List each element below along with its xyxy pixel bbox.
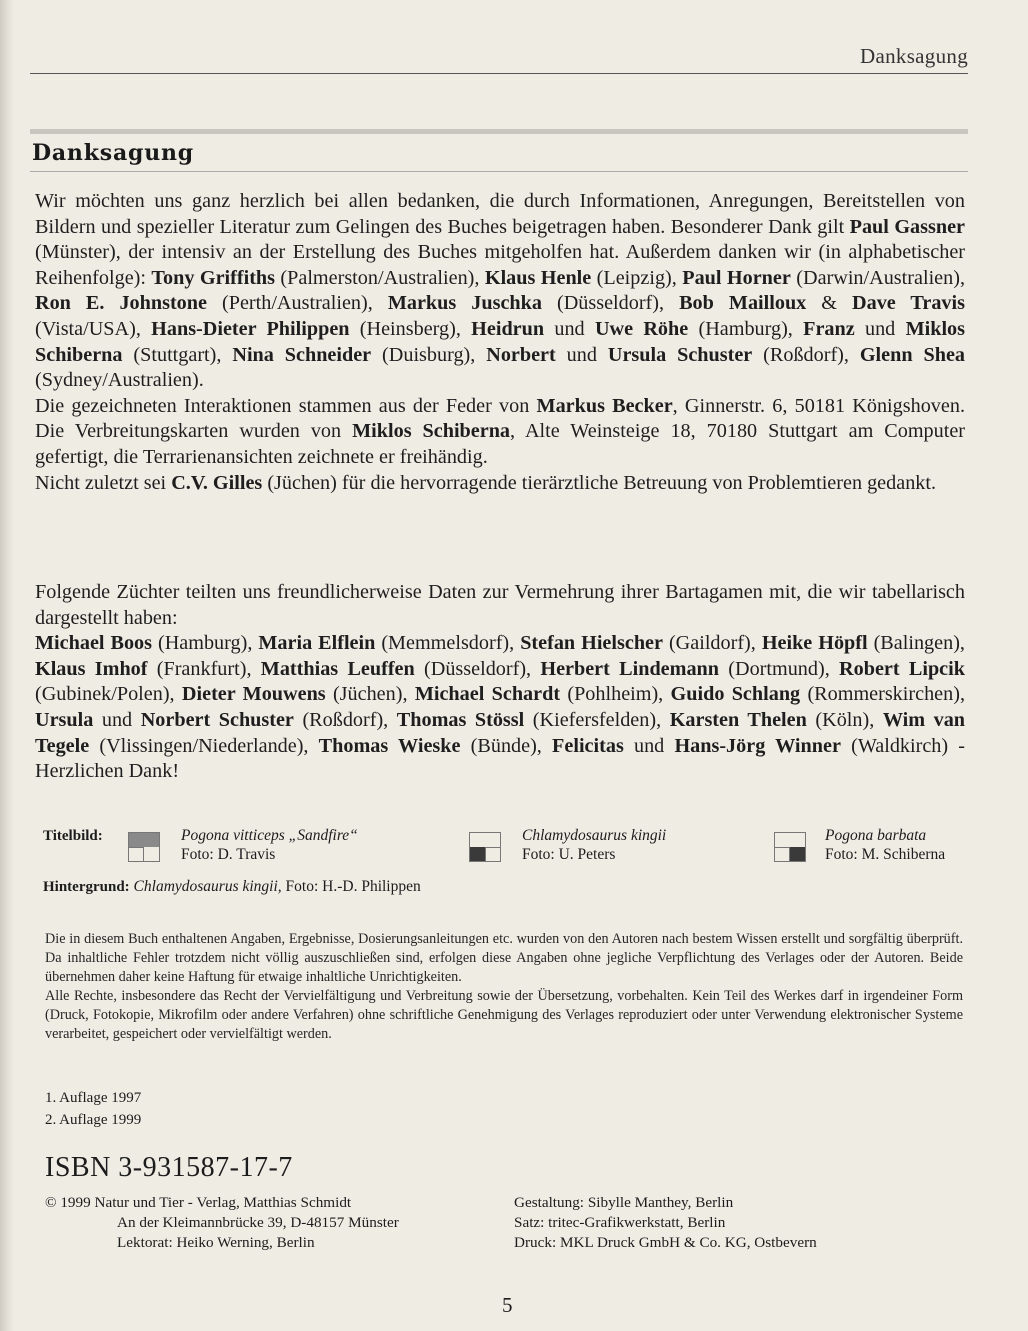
cover-thumb-icon-1 — [128, 832, 160, 862]
person-name: Ursula — [35, 708, 94, 731]
background-photographer: Foto: H.-D. Philippen — [281, 878, 421, 895]
printing-credit: Druck: MKL Druck GmbH & Co. KG, Ostbevern — [514, 1234, 817, 1251]
text-segment: und — [555, 343, 608, 366]
person-name: C.V. Gilles — [171, 471, 263, 494]
text-segment: (Palmerston/Australien), — [275, 266, 485, 289]
text-segment: (Jüchen), — [325, 683, 415, 706]
drawings-paragraph — [35, 394, 965, 471]
copyright-line: © 1999 Natur und Tier - Verlag, Matthias Schmidt — [45, 1194, 352, 1211]
text-segment: (Vlissingen/Niederlande), — [89, 734, 319, 757]
person-name: Klaus Henle — [484, 266, 592, 289]
text-segment: (Dortmund), — [719, 657, 840, 680]
editor-line: Lektorat: Heiko Werning, Berlin — [117, 1234, 315, 1251]
text-segment: & — [806, 292, 853, 315]
person-name: Dieter Mouwens — [181, 683, 326, 706]
text-segment: (Frankfurt), — [147, 657, 261, 680]
text-segment: (Jüchen) für die hervorragende tierärztliche Betreuung von Problemtieren gedankt. — [262, 471, 937, 494]
text-segment: (Roßdorf), — [752, 343, 860, 366]
header-rule — [30, 73, 968, 74]
text-segment: (Sydney/Australien). — [35, 369, 204, 392]
person-name: Tony Griffiths — [151, 266, 275, 289]
edition-line: 2. Auflage 1999 — [45, 1112, 142, 1128]
legal-disclaimer — [45, 930, 963, 1044]
text-segment: und — [93, 708, 141, 731]
text-segment: (Münster), der intensiv an der Erstellung des Buches mitgeholfen hat. Außerdem danken wir (in alphabetischer Reihenfolge): — [35, 241, 965, 289]
person-name: Herbert Lindemann — [540, 657, 719, 680]
vet-paragraph — [35, 471, 965, 497]
person-name: Michael Schardt — [414, 683, 561, 706]
text-segment: (Gaildorf), — [662, 632, 762, 655]
publisher-address: An der Kleimannbrücke 39, D-48157 Münster — [117, 1214, 399, 1231]
person-name: Norbert Schuster — [140, 708, 294, 731]
design-credit: Gestaltung: Sibylle Manthey, Berlin — [514, 1194, 734, 1211]
person-name: Glenn Shea — [859, 343, 966, 366]
person-name: Paul Horner — [682, 266, 791, 289]
text-segment: (Balingen), — [867, 632, 965, 655]
text-segment: (Düsseldorf), — [541, 292, 680, 315]
credit-species: Chlamydosaurus kingii — [522, 827, 667, 844]
person-name: Hans-Dieter Philippen — [151, 317, 350, 340]
person-name: Miklos Schiberna — [35, 317, 966, 366]
section-title: Danksagung — [32, 140, 194, 166]
text-segment: (Roßdorf), — [293, 708, 397, 731]
person-name: Stefan Hielscher — [520, 632, 663, 655]
cover-thumb-icon-3 — [774, 832, 806, 862]
person-name: Thomas Stössl — [396, 708, 525, 731]
credit-photographer: Foto: U. Peters — [522, 846, 616, 863]
person-name: Markus Juschka — [387, 292, 542, 315]
breeders-intro: Folgende Züchter teilten uns freundlicherweise Daten zur Vermehrung ihrer Bartagamen mit, die wir tabellarisch dargestellt haben: — [35, 581, 965, 629]
text-segment: (Stuttgart), — [122, 343, 233, 366]
text-segment: (Perth/Australien), — [206, 292, 388, 315]
credit-species: Pogona vitticeps „Sandfire“ — [181, 827, 358, 844]
person-name: Heike Höpfl — [761, 632, 868, 655]
person-name: Ursula Schuster — [607, 343, 753, 366]
text-segment: Nicht zuletzt sei — [35, 471, 172, 494]
typesetting-credit: Satz: tritec-Grafikwerkstatt, Berlin — [514, 1214, 726, 1231]
text-segment: (Hamburg), — [688, 317, 804, 340]
person-name: Ron E. Johnstone — [35, 292, 207, 315]
isbn: ISBN 3-931587-17-7 — [45, 1152, 293, 1183]
cover-credit-label: Titelbild: — [43, 828, 103, 844]
person-name: Nina Schneider — [232, 343, 372, 366]
person-name: Guido Schlang — [670, 683, 801, 706]
person-name: Michael Boos — [35, 632, 153, 655]
text-segment: und — [544, 317, 595, 340]
section-rule-bottom — [30, 171, 968, 172]
person-name: Matthias Leuffen — [260, 657, 415, 680]
credit-photographer: Foto: D. Travis — [181, 846, 276, 863]
production-credits — [514, 1193, 817, 1253]
page-binding-shadow — [0, 0, 14, 1331]
person-name: Robert Lipcik — [839, 657, 965, 680]
person-name: Karsten Thelen — [669, 708, 807, 731]
text-segment: und — [854, 317, 906, 340]
breeders-list — [35, 631, 965, 785]
text-segment: (Bünde), — [460, 734, 553, 757]
thanks-paragraph — [35, 189, 965, 394]
text-segment: (Gubinek/Polen), — [35, 683, 182, 706]
text-segment: und — [623, 734, 675, 757]
text-segment: (Darwin/Australien), — [790, 266, 965, 289]
text-segment: (Köln), — [806, 708, 883, 731]
person-name: Franz — [803, 317, 855, 340]
edition-line: 1. Auflage 1997 — [45, 1090, 142, 1106]
cover-credit-3 — [825, 826, 945, 864]
credit-species: Pogona barbata — [825, 827, 927, 844]
text-segment: (Hamburg), — [152, 632, 259, 655]
person-name: Thomas Wieske — [318, 734, 461, 757]
person-name: Paul Gassner — [849, 215, 965, 238]
person-name: Wim van Tegele — [35, 708, 966, 757]
cover-credit-2 — [522, 826, 666, 864]
text-segment: , Alte Weinsteige 18, 70180 Stuttgart am Computer gefertigt, die Terrarienansichten zeichnete er freihändig. — [35, 420, 965, 468]
text-segment: (Vista/USA), — [35, 317, 152, 340]
text-segment: Wir möchten uns ganz herzlich bei allen bedanken, die durch Informationen, Anregungen, Bereitstellen von Bildern und spezieller Literatur zum Gelingen des Buches beigetragen haben. Besonderer Dank gilt — [35, 190, 965, 238]
credit-photographer: Foto: M. Schiberna — [825, 846, 946, 863]
breeders-section — [35, 580, 965, 785]
edition-history — [45, 1087, 141, 1131]
text-segment: (Leipzig), — [591, 266, 683, 289]
person-name: Markus Becker — [536, 394, 673, 417]
cover-thumb-icon-2 — [469, 832, 501, 862]
person-name: Klaus Imhof — [35, 657, 148, 680]
text-segment: (Düsseldorf), — [414, 657, 541, 680]
running-head: Danksagung — [860, 44, 968, 68]
person-name: Norbert — [486, 343, 556, 366]
person-name: Maria Elflein — [258, 632, 376, 655]
section-rule-top — [30, 129, 968, 134]
publisher-info — [45, 1193, 399, 1253]
text-segment: , Ginnerstr. 6, 50181 Königshoven. Die Verbreitungskarten wurden von — [35, 394, 965, 443]
person-name: Miklos Schiberna — [352, 420, 511, 443]
text-segment: (Duisburg), — [371, 343, 487, 366]
person-name: Felicitas — [552, 734, 624, 757]
acknowledgement-text — [35, 189, 965, 496]
liability-disclaimer: Die in diesem Buch enthaltenen Angaben, Ergebnisse, Dosierungsanleitungen etc. wurden von den Autoren nach bestem Wissen erstellt und sorgfältig überprüft. Da inhaltliche Fehler trotzdem nicht völlig auszuschließen sind, erfolgen diese Angaben ohne jegliche Verpflichtung des Verlages oder der Autoren. Beide übernehmen daher keine Haftung für etwaige inhaltliche Unrichtigkeiten. — [45, 931, 963, 985]
person-name: Bob Mailloux — [679, 292, 807, 315]
background-species: Chlamydosaurus kingii, — [133, 878, 282, 895]
person-name: Heidrun — [471, 317, 545, 340]
person-name: Dave Travis — [852, 292, 965, 315]
text-segment: (Waldkirch) - Herzlichen Dank! — [35, 734, 966, 783]
text-segment: (Kiefersfelden), — [524, 708, 670, 731]
person-name: Uwe Röhe — [594, 317, 689, 340]
background-credit — [43, 878, 421, 896]
rights-notice: Alle Rechte, insbesondere das Recht der Vervielfältigung und Verbreitung sowie der Übersetzung, vorbehalten. Kein Teil des Werkes darf in irgendeiner Form (Druck, Fotokopie, Mikrofilm oder andere Verfahren) ohne schriftliche Genehmigung des Verlages reproduziert oder unter Verwendung elektronischer Systeme verarbeitet, gespeichert oder vervielfältigt werden. — [45, 988, 963, 1042]
cover-credit-1 — [181, 826, 358, 864]
page-number: 5 — [502, 1293, 513, 1317]
background-label: Hintergrund: — [43, 879, 130, 895]
text-segment: (Rommerskirchen), — [800, 683, 965, 706]
person-name: Hans-Jörg Winner — [674, 734, 841, 757]
text-segment: Die gezeichneten Interaktionen stammen aus der Feder von — [35, 394, 537, 417]
text-segment: (Pohlheim), — [560, 683, 671, 706]
text-segment: (Memmelsdorf), — [375, 632, 521, 655]
text-segment: (Heinsberg), — [349, 317, 472, 340]
